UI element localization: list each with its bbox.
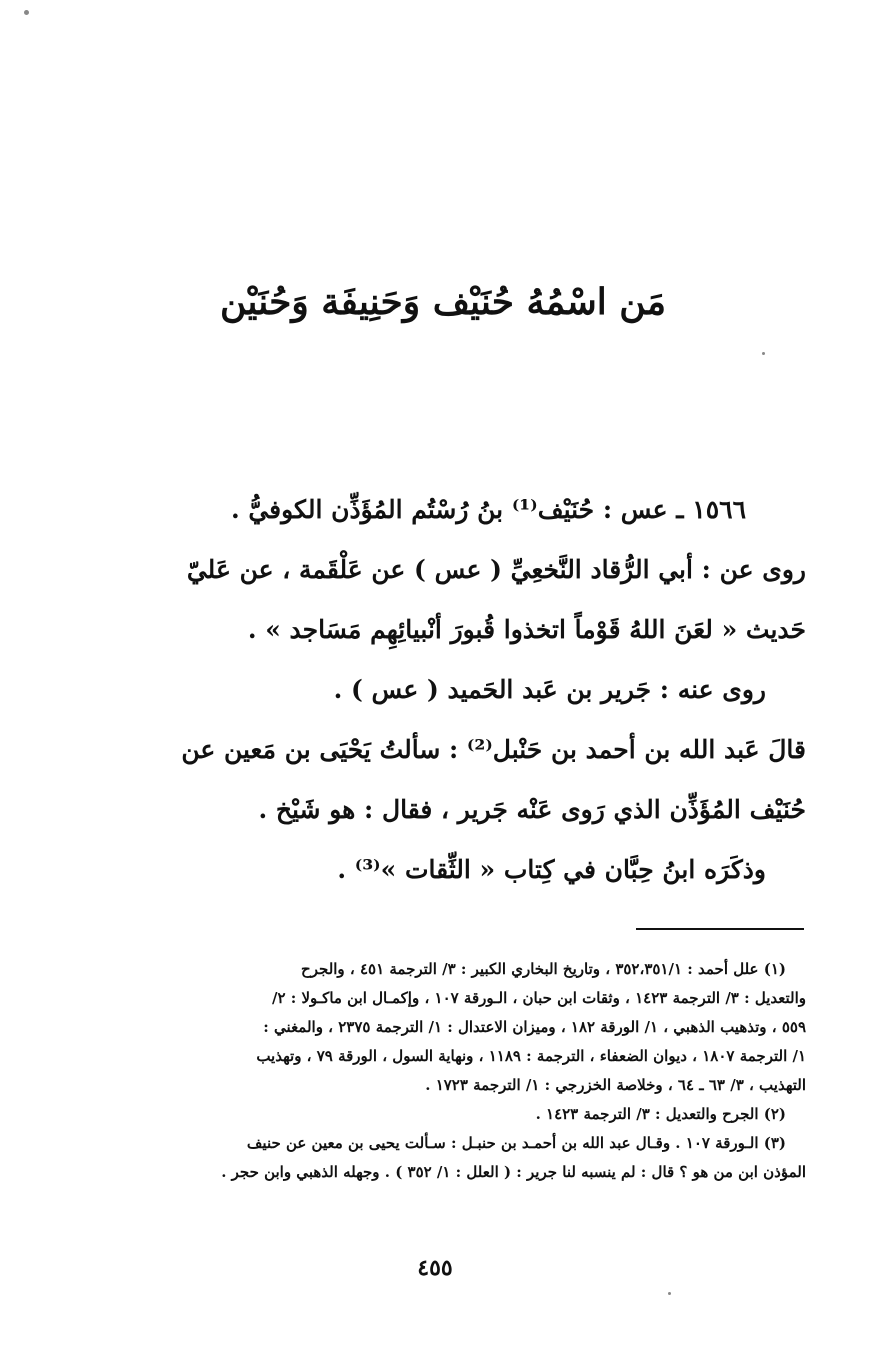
footnote-line: ٥٥٩ ، وتذهيب الذهبي ، ١/ الورقة ١٨٢ ، وميزان الاعتدال : ١/ الترجمة ٢٣٧٥ ، والمغني : [263, 1018, 806, 1036]
footnote-separator [636, 928, 804, 930]
footnote-line: والتعديل : ٣/ الترجمة ١٤٢٣ ، وثقات ابن حبان ، الـورقة ١٠٧ ، وإكمـال ابن ماكـولا : ٢/ [271, 989, 806, 1007]
scan-speck [24, 10, 29, 15]
footnote-line: (٢) الجرح والتعديل : ٣/ الترجمة ١٤٢٣ . [535, 1105, 786, 1123]
footnote-line: (٣) الـورقة ١٠٧ . وقـال عبد الله بن أحمـد بن حنبـل : سـألت يحيى بن معين عن حنيف [246, 1134, 786, 1152]
footnote-line: (١) علل أحمد : ٣٥٢،٣٥١/١ ، وتاريخ البخاري الكبير : ٣/ الترجمة ٤٥١ ، والجرح [301, 960, 786, 978]
mention-line: وذكَرَه ابنُ حِبَّان في كِتاب « الثِّقات »⁽³⁾ . [337, 855, 766, 884]
narrated-by-line [76, 660, 806, 720]
footnote-line: التهذيب ، ٣/ ٦٣ ـ ٦٤ ، وخلاصة الخزرجي : ١/ الترجمة ١٧٢٣ . [425, 1076, 806, 1094]
scan-speck [762, 352, 765, 355]
narrated-by-label: روى عنه [677, 675, 766, 704]
quote-line-2: حُنَيْف المُؤَذِّن الذي رَوى عَنْه جَرير ، فقال : هو شَيْخ . [258, 795, 806, 824]
quote-line-1: قالَ عَبد الله بن أحمد بن حَنْبل⁽²⁾ : سألتُ يَحْيَى بن مَعين عن [181, 735, 806, 764]
narrated-from-text: : أبي الرُّقاد النَّخعِيِّ ( عس ) عن عَلْقَمة ، عن عَليّ [186, 555, 711, 584]
footnote-line: ١/ الترجمة ١٨٠٧ ، ديوان الضعفاء ، الترجمة : ١١٨٩ ، ونهاية السول ، الورقة ٧٩ ، وتهذيب [256, 1047, 806, 1065]
scan-speck [668, 1292, 671, 1295]
entry-heading: ١٥٦٦ ـ عس : حُنَيْف⁽¹⁾ بنُ رُسْتُم المُؤَذِّن الكوفيُّ . [230, 495, 746, 524]
narrated-from-line-1 [76, 540, 806, 600]
footnotes [76, 955, 806, 1187]
footnote-line: المؤذن ابن من هو ؟ قال : لم ينسبه لنا جرير : ( العلل : ١/ ٣٥٢ ) . وجهله الذهبي وابن حجر . [221, 1163, 806, 1181]
narrated-from-label: روى عن [719, 555, 806, 584]
chapter-title: مَن اسْمُهُ حُنَيْف وَحَنِيفَة وَحُنَيْن [220, 281, 666, 323]
entry-body [76, 480, 806, 900]
narrated-by-text: : جَرير بن عَبد الحَميد ( عس ) . [333, 675, 669, 704]
narrated-from-line-2: حَديث « لعَنَ اللهُ قَوْماً اتخذوا قُبورَ أنْبيائِهِم مَسَاجد » . [247, 615, 806, 644]
page-number: ٤٥٥ [417, 1255, 453, 1281]
